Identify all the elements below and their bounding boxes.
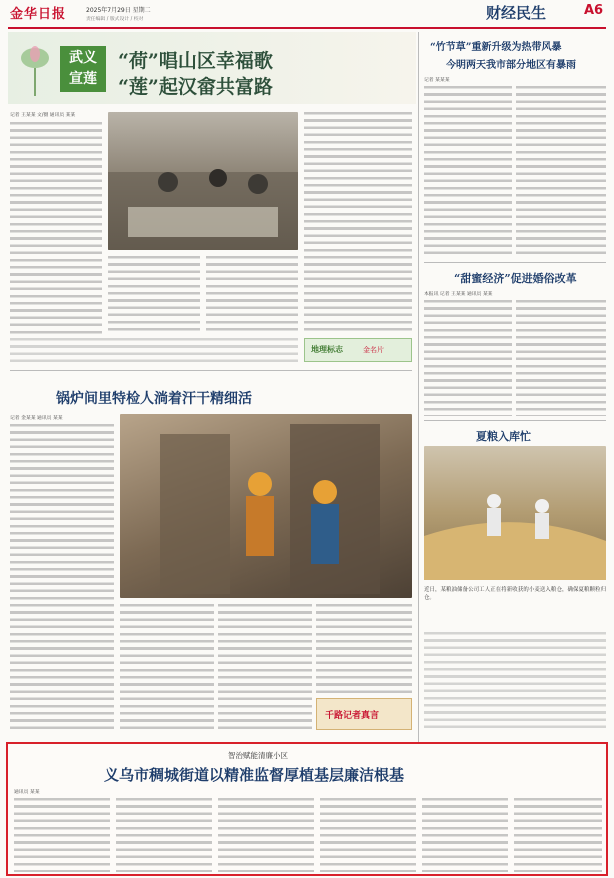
story1-body-col1 — [10, 122, 102, 334]
lotus-decoration — [16, 38, 54, 98]
story1-ad-box — [304, 338, 412, 362]
feature-body-col3 — [218, 798, 314, 872]
feature-title: 义乌市稠城街道以精准监督厚植基层廉洁根基 — [104, 766, 405, 784]
story5-caption: 近日，某粮油储备公司工人正在将新收获的小麦送入粮仓，确保夏粮颗粒归仓。 — [424, 587, 606, 601]
story2-top-rule — [10, 370, 412, 371]
story1-title-line2: “莲”起汉畲共富路 — [118, 76, 273, 98]
story4-body-col1 — [424, 300, 512, 416]
story2-body-col3 — [218, 604, 312, 730]
feature-body-col4 — [320, 798, 416, 872]
story1-tag — [60, 46, 106, 92]
masthead-rule — [8, 27, 606, 29]
story2-promo-box — [316, 698, 412, 730]
story1-ad-sub: 金名片 — [363, 346, 384, 354]
page-number: A6 — [584, 3, 604, 18]
story5-top-rule — [424, 420, 606, 421]
masthead — [0, 0, 614, 30]
feature-body-col1 — [14, 798, 110, 872]
story2-body-col4 — [316, 604, 412, 694]
story3-body-col2 — [516, 86, 606, 258]
story3-title-line1: “竹节草”重新升级为热带风暴 — [430, 42, 562, 53]
story1-body-bottom — [10, 338, 298, 364]
story5-title: 夏粮入库忙 — [476, 430, 531, 443]
story1-ad-title: 地理标志 — [311, 345, 343, 354]
story2-body-col2 — [120, 604, 214, 730]
story1-body-col2 — [108, 256, 200, 334]
story4-title: “甜蜜经济”促进婚俗改革 — [454, 272, 577, 285]
story1-photo — [108, 112, 298, 250]
newspaper-logo: 金华日报 — [10, 7, 67, 22]
story1-body-col4 — [304, 112, 412, 334]
feature-body-col6 — [514, 798, 602, 872]
section-title: 财经民生 — [486, 4, 547, 22]
feature-body-col5 — [422, 798, 508, 872]
story2-promo-label: 千路记者真言 — [325, 711, 380, 721]
feature-box — [6, 742, 608, 876]
story3-title-line2: 今明两天我市部分地区有暴雨 — [446, 60, 576, 71]
story2-title: 锅炉间里特检人淌着汗干精细活 — [56, 391, 252, 407]
story1-body-col3 — [206, 256, 298, 334]
story3-byline: 记者 某某某 — [424, 78, 450, 83]
story4-body-col2 — [516, 300, 606, 416]
issue-date: 2025年7月29日 星期二 — [86, 7, 151, 14]
column-divider-right — [418, 32, 419, 742]
story3-body-col1 — [424, 86, 512, 258]
story1-tag-line1: 武义 — [69, 50, 97, 66]
story5-photo — [424, 446, 606, 580]
story1-header — [8, 32, 416, 104]
story4-byline: 本报讯 记者 王某某 通讯员 某某 — [424, 292, 493, 297]
story1-tag-line2: 宣莲 — [69, 71, 97, 87]
feature-byline: 通讯员 某某 — [14, 790, 40, 795]
story2-photo — [120, 414, 412, 598]
feature-body-col2 — [116, 798, 212, 872]
story1-title-line1: “荷”唱山区幸福歌 — [118, 50, 273, 72]
story2-byline: 记者 金某某 通讯员 某某 — [10, 416, 63, 421]
story2-body-col1 — [10, 424, 114, 730]
story4-top-rule — [424, 262, 606, 263]
story5-extra-text — [424, 632, 606, 730]
story1-byline: 记者 王某某 文/摄 通讯员 某某 — [10, 113, 76, 118]
editor-info: 责任编辑 / 版式设计 / 校对 — [86, 17, 144, 22]
feature-kicker: 智治赋能清廉小区 — [228, 751, 288, 760]
